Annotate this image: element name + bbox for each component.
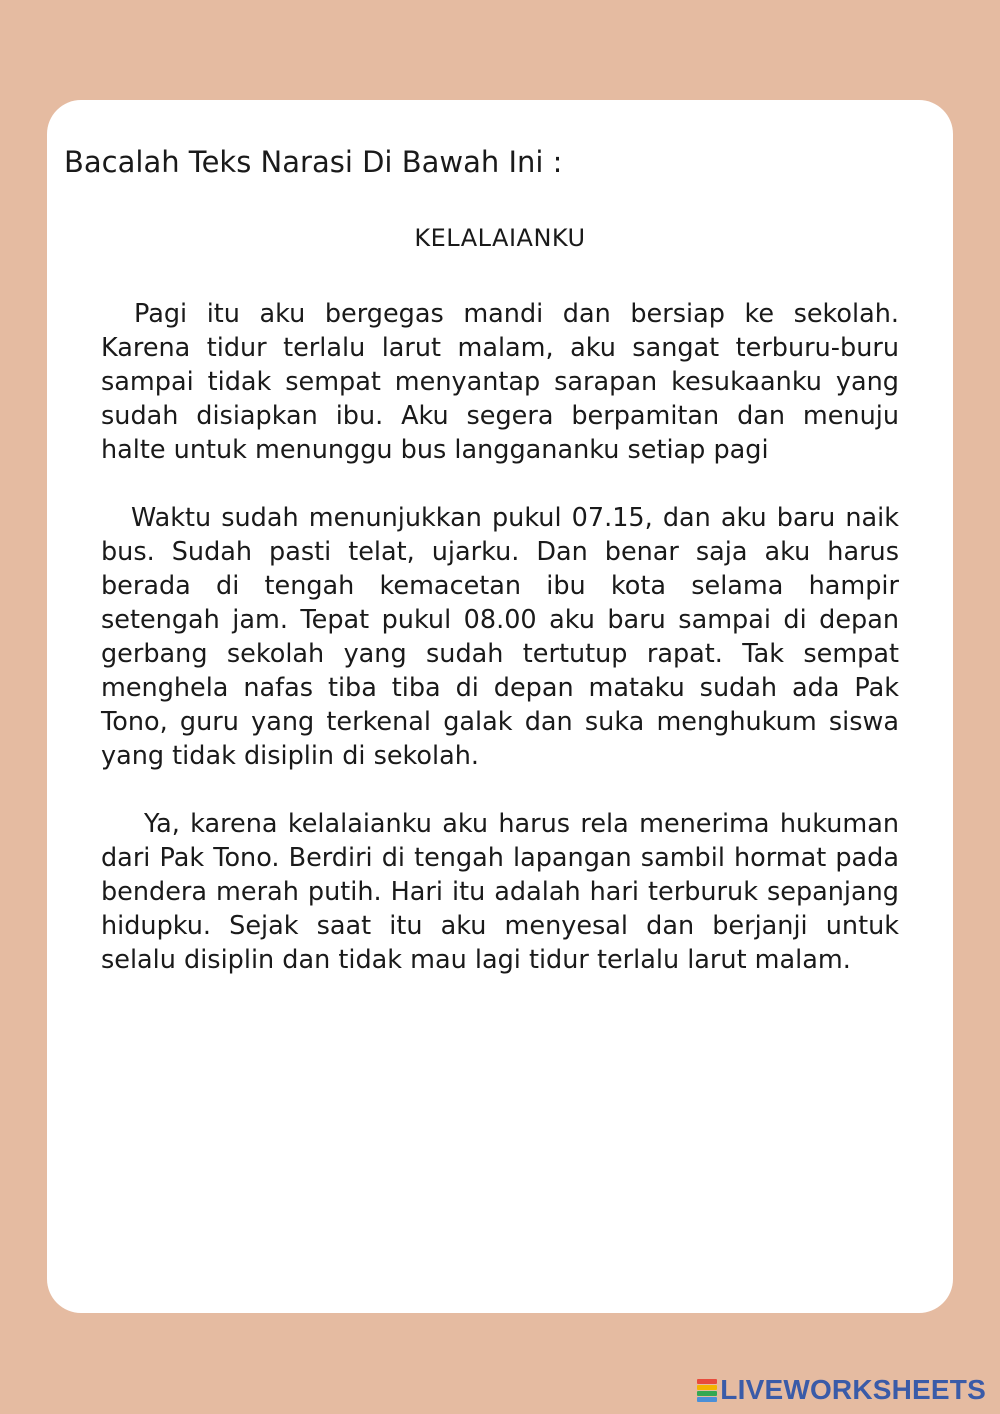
instruction-heading: Bacalah Teks Narasi Di Bawah Ini : xyxy=(64,145,563,179)
story-paragraph-2: Waktu sudah menunjukkan pukul 07.15, dan aku baru naik bus. Sudah pasti telat, ujarku. Dan benar saja aku harus berada di tengah kemacetan ibu kota selama hampir setengah jam. Tepat pukul 08.00 aku baru sampai di depan gerbang sekolah yang sudah tertutup rapat. Tak sempat menghela nafas tiba tiba di depan mataku sudah ada Pak Tono, guru yang terkenal galak dan suka menghukum siswa yang tidak disiplin di sekolah. xyxy=(101,503,899,771)
story-paragraph-3: Ya, karena kelalaianku aku harus rela menerima hukuman dari Pak Tono. Berdiri di tengah lapangan sambil hormat pada bendera merah putih. Hari itu adalah hari terburuk sepanjang hidupku. Sejak saat itu aku menyesal dan berjanji untuk selalu disiplin dan tidak mau lagi tidur terlalu larut malam. xyxy=(101,809,899,975)
liveworksheets-logo-icon xyxy=(697,1379,717,1402)
liveworksheets-logo[interactable] xyxy=(697,1373,986,1407)
logo-stripe-blue xyxy=(697,1397,717,1402)
story-paragraph-1: Pagi itu aku bergegas mandi dan bersiap ke sekolah. Karena tidur terlalu larut malam, aku sangat terburu-buru sampai tidak sempat menyantap sarapan kesukaanku yang sudah disiapkan ibu. Aku segera berpamitan dan menuju halte untuk menunggu bus langgananku setiap pagi xyxy=(101,299,899,465)
worksheet-card xyxy=(47,100,953,1313)
story-title: KELALAIANKU xyxy=(414,224,586,252)
logo-stripe-yellow xyxy=(697,1385,717,1390)
liveworksheets-wordmark: LIVEWORKSHEETS xyxy=(720,1374,986,1405)
logo-stripe-red xyxy=(697,1379,717,1384)
logo-stripe-green xyxy=(697,1391,717,1396)
story-body xyxy=(101,297,899,1011)
